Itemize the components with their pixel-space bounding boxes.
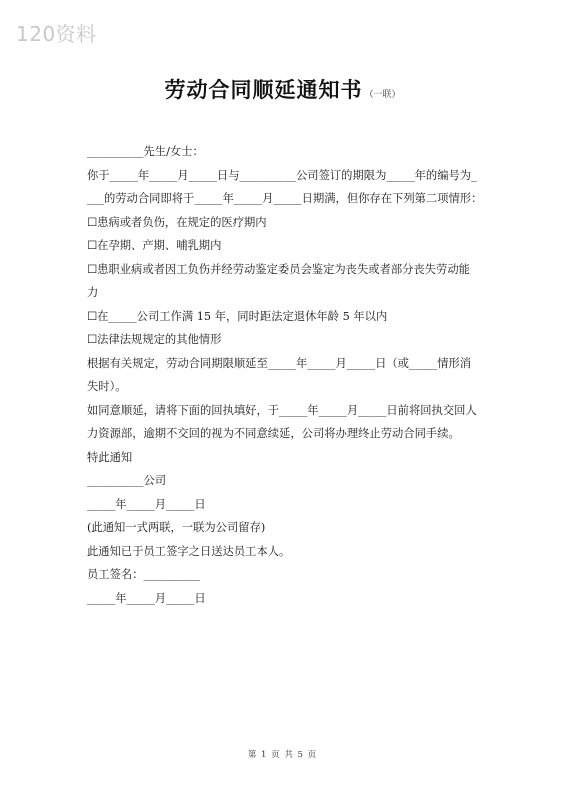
date-line: _____年_____月_____日 (87, 497, 206, 511)
paragraph-line: 你于_____年_____月_____日与__________公司签订的期限为_____年的编号为_ (87, 168, 477, 182)
page-number: 第 1 页 共 5 页 (247, 750, 318, 760)
paragraph-line: ___的劳动合同即将于_____年_____月_____日期满，但你存在下列第二项情形： (87, 192, 483, 205)
checkbox-option-continued: 力 (87, 286, 99, 299)
salutation: __________先生/女士： (87, 145, 204, 158)
employee-signature-line: 员工签名：__________ (87, 568, 200, 581)
watermark: 120资料 (16, 22, 97, 46)
document-title-copy-note: （一联） (364, 90, 401, 100)
checkbox-option: ☐在孕期、产期、哺乳期内 (87, 239, 222, 252)
delivery-note: 此通知已于员工签字之日送达员工本人。 (87, 544, 291, 558)
checkbox-option: ☐患职业病或者因工负伤并经劳动鉴定委员会鉴定为丧失或者部分丧失劳动能 (87, 262, 470, 276)
paragraph-line: 失时）。 (87, 380, 127, 393)
copy-note: (此通知一式两联，一联为公司留存) (87, 521, 266, 534)
paragraph-line: 如同意顺延，请将下面的回执填好，于_____年_____月_____日前将回执交回人 (87, 403, 477, 417)
checkbox-option: ☐法律法规规定的其他情形 (87, 333, 222, 346)
checkbox-option: ☐患病或者负伤，在规定的医疗期内 (87, 215, 267, 229)
company-signature-line: __________公司 (87, 474, 167, 487)
closing-notice: 特此通知 (87, 450, 133, 464)
document-title-block (0, 74, 565, 104)
checkbox-option: ☐在_____公司工作满 15 年，同时距法定退休年龄 5 年以内 (87, 309, 388, 323)
document-body (87, 140, 487, 610)
document-title: 劳动合同顺延通知书 (164, 77, 363, 102)
paragraph-line: 根据有关规定，劳动合同期限顺延至_____年_____月_____日（或_____情形消 (87, 356, 472, 370)
date-line: _____年_____月_____日 (87, 591, 206, 605)
paragraph-line: 力资源部，逾期不交回的视为不同意续延，公司将办理终止劳动合同手续。 (87, 427, 460, 440)
